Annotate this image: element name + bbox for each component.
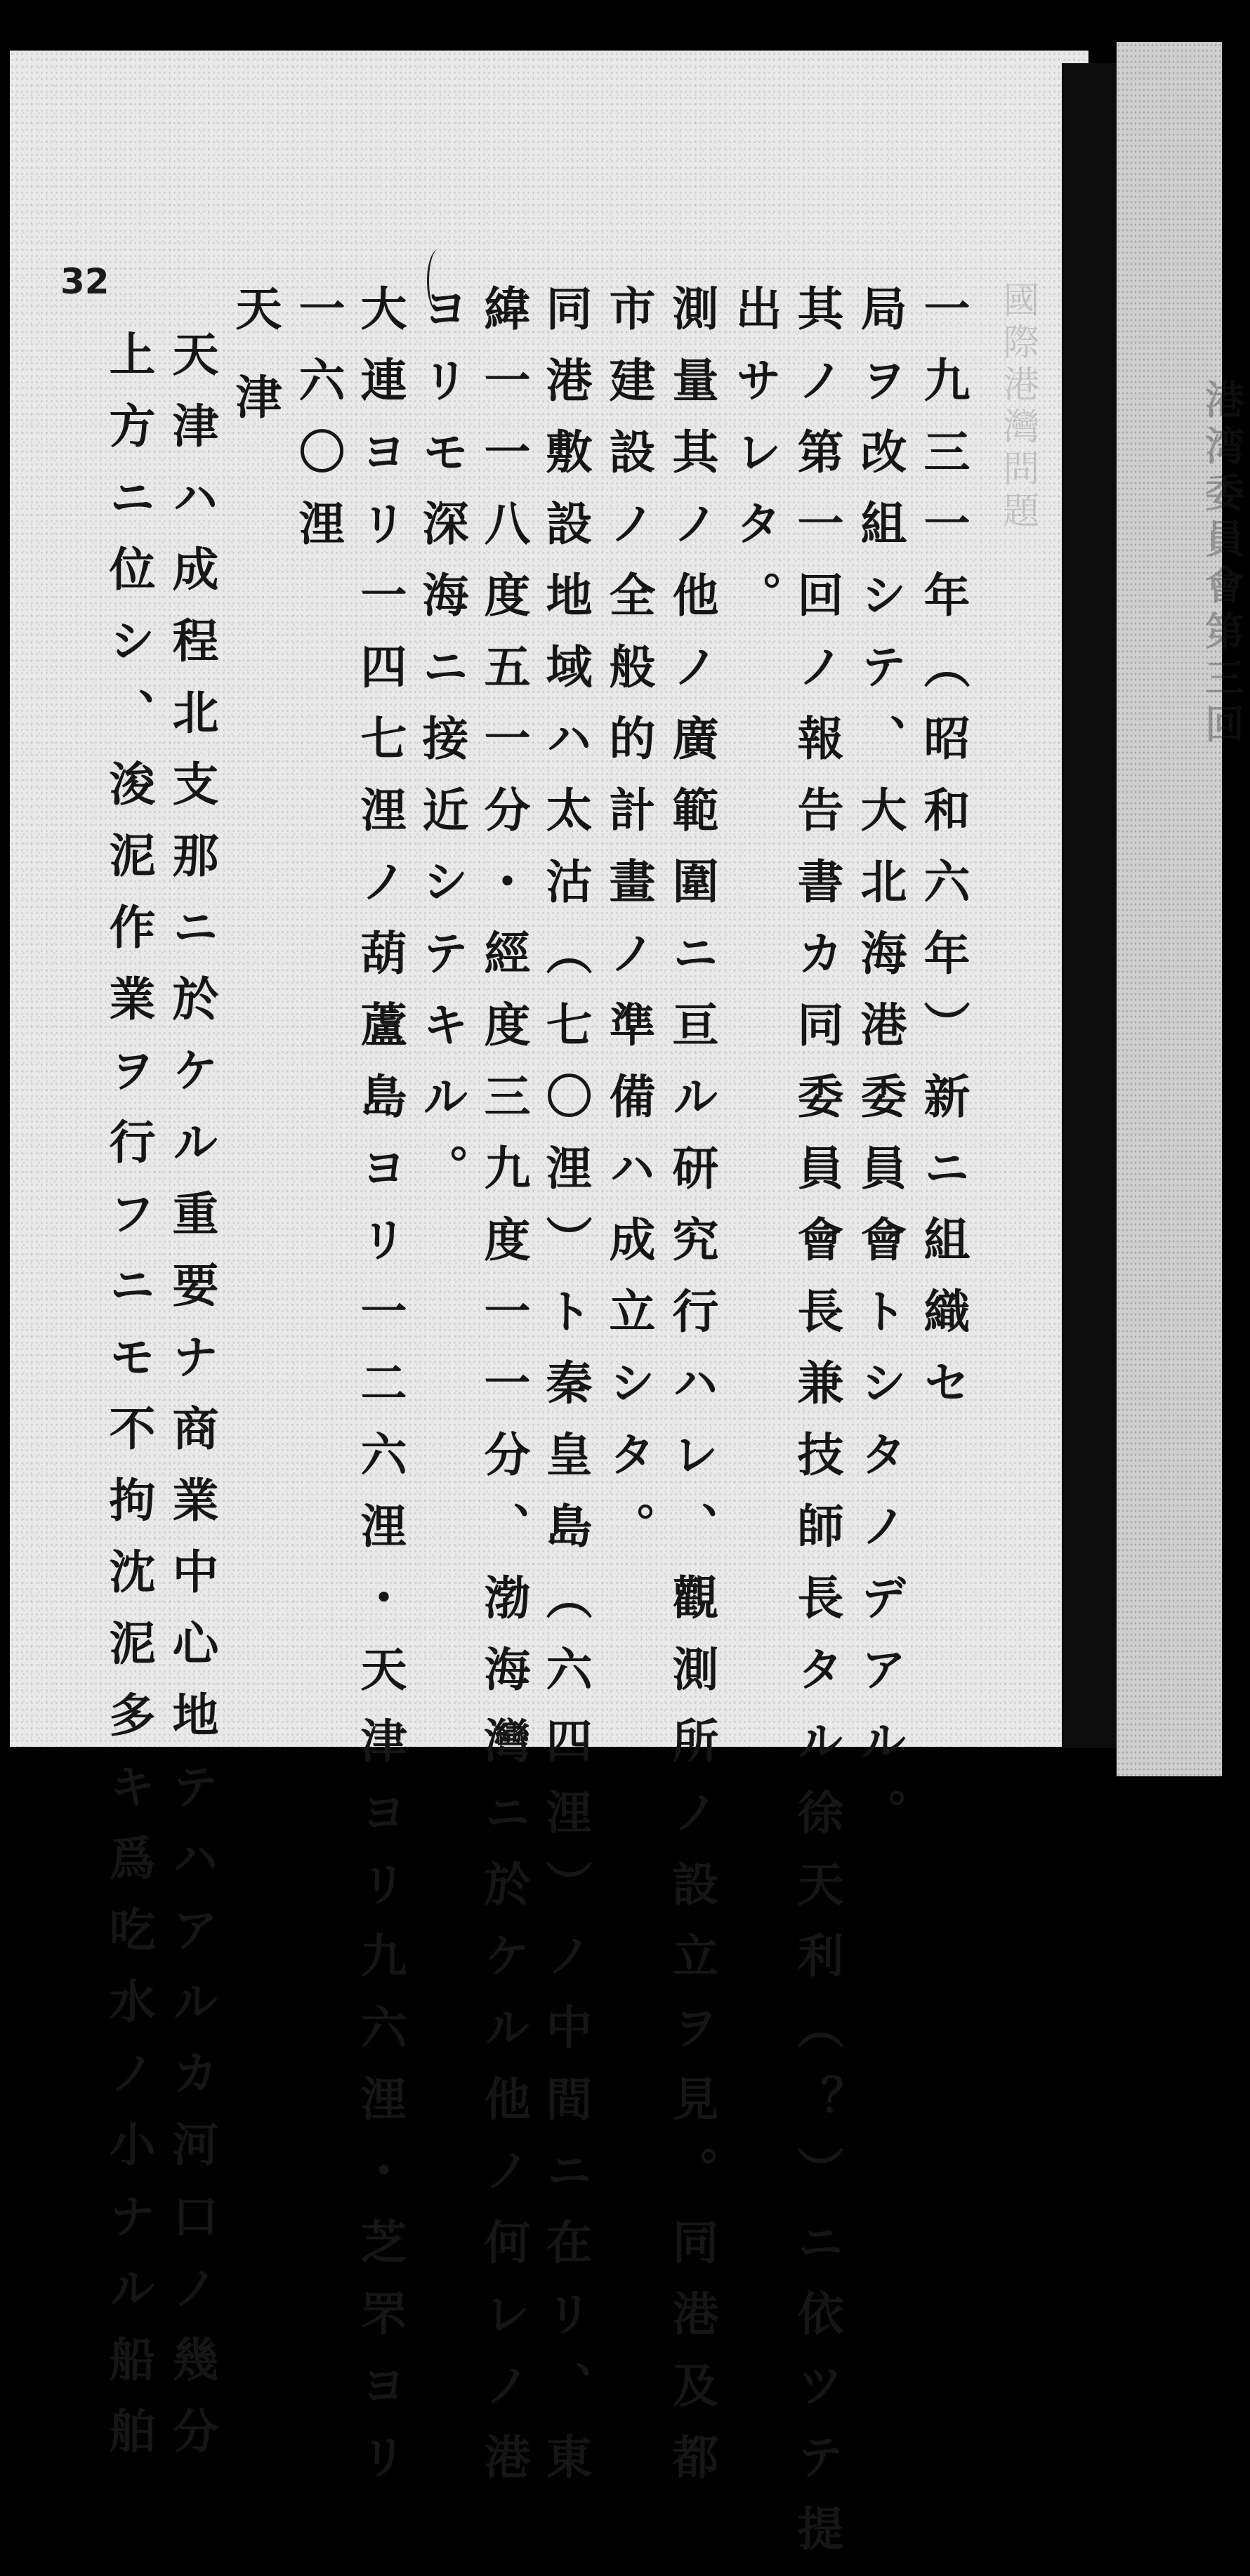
bleed-through-text: 港湾委員會第三回 — [1199, 379, 1245, 750]
text-column: 上方ニ位シ、浚泥作業ヲ行フニモ不拘沈泥多キ爲吃水ノ小ナル船舶 — [101, 330, 156, 2478]
text-column: 大連ヨリ一四七浬ノ葫蘆島ヨリ一二六浬・天津ヨリ九六浬・芝罘ヨリ — [353, 284, 407, 2504]
text-column: 測量其ノ他ノ廣範圍ニ亘ル研究行ハレ、觀測所ノ設立ヲ見。同港及都 — [664, 284, 719, 2504]
text-column: 緯一一八度五一分・經度三九度一一分、渤海灣ニ於ケル他ノ何レノ港 — [476, 284, 531, 2504]
text-column: 同港敷設地域ハ太沽（七〇浬）ト秦皇島（六四浬）ノ中間ニ在リ、東 — [538, 284, 593, 2504]
text-column: 其ノ第一回ノ報告書カ同委員會長兼技師長タル徐天利（？）ニ依ツテ提 — [789, 284, 844, 2576]
page-number: 32 — [60, 261, 110, 302]
text-column: 局ヲ改組シテ、大北海港委員會トシタノデアル。 — [853, 284, 907, 1860]
adjacent-page-edge — [1117, 42, 1222, 1776]
text-column: 一六〇浬 — [291, 284, 346, 571]
text-column: 出サレタ。 — [728, 284, 782, 642]
text-column: 一九三一年（昭和六年）新ニ組織セ — [916, 284, 971, 1430]
text-column: 天津ハ成程北支那ニ於ケル重要ナ商業中心地テハアルカ河口ノ幾分 — [164, 330, 219, 2478]
text-column: ヨリモ深海ニ接近シテキル。 — [414, 284, 469, 1215]
text-column: 市建設ノ全般的計畫ノ準備ハ成立シタ。 — [601, 284, 656, 1573]
section-heading: 天津 — [228, 284, 282, 461]
book-binding — [1062, 63, 1117, 1748]
ghost-running-header: 國際港灣問題 — [996, 281, 1039, 534]
